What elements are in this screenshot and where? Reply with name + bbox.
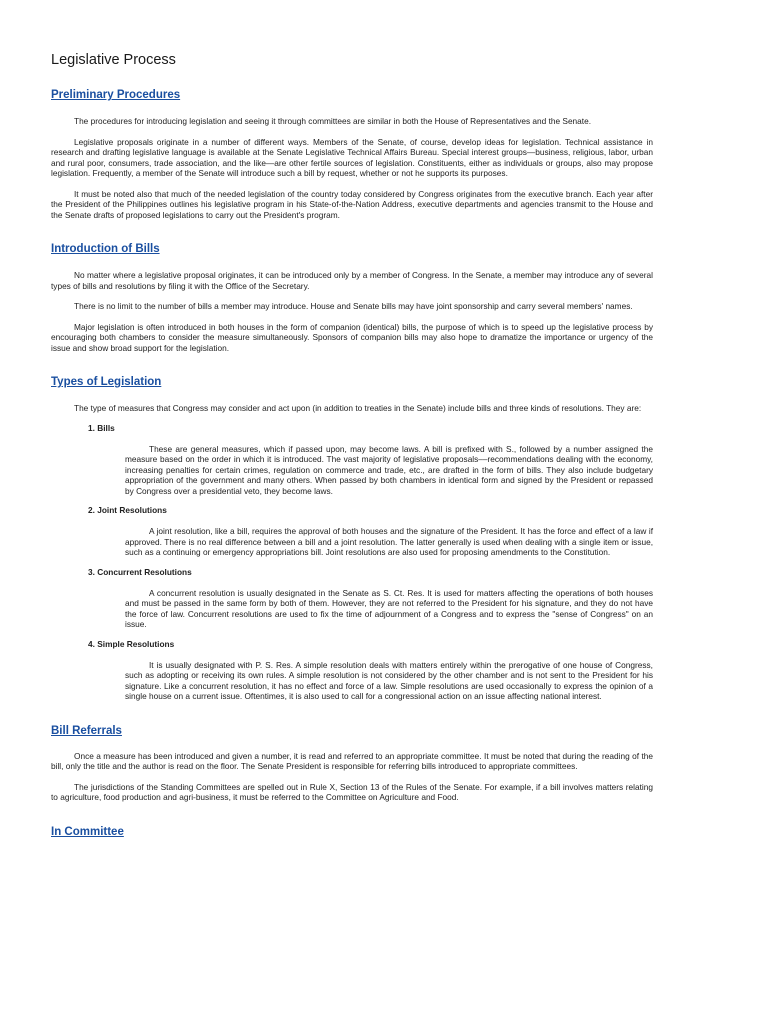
section-heading-introduction-of-bills[interactable]: Introduction of Bills xyxy=(51,243,160,255)
paragraph: Major legislation is often introduced in both houses in the form of companion (identical) bills, the purpose of which is to speed up the legislative process by encouraging both chambers to consider the measure simultaneously. Sponsors of companion bills may also hope to dramatize the importance or urgency of the issue and show broad support for the legislation. xyxy=(51,321,653,353)
paragraph: No matter where a legislative proposal originates, it can be introduced only by a member of Congress. In the Senate, a member may introduce any of several types of bills and resolutions by filing it with the Office of the Secretary. xyxy=(51,270,653,291)
section-heading-preliminary-procedures[interactable]: Preliminary Procedures xyxy=(51,89,181,101)
list-item-label-simple-resolutions: 4. Simple Resolutions xyxy=(88,638,175,649)
list-item-text-bills: These are general measures, which if passed upon, may become laws. A bill is prefixed with S., followed by a number assigned the measure based on the order in which it is introduced. The vast majority of legislative proposals––recommendations dealing with the economy, increasing penalties for certain crimes, regulation on commerce and trade, etc., are drafted in the form of bills. They also include budgetary appropriation of the government and many others. When passed by both chambers in identical form and signed by the President or repassed by Congress over a presidential veto, they become laws. xyxy=(125,443,653,496)
paragraph: Once a measure has been introduced and given a number, it is read and referred to an appropriate committee. It must be noted that during the reading of the bill, only the title and the author is read on the floor. The Senate President is responsible for referring bills introduced to appropriate committees. xyxy=(51,750,653,771)
list-item-label-joint-resolutions: 2. Joint Resolutions xyxy=(88,505,167,515)
list-item-label-concurrent-resolutions: 3. Concurrent Resolutions xyxy=(88,566,192,577)
paragraph: The type of measures that Congress may consider and act upon (in addition to treaties in the Senate) include bills and three kinds of resolutions. They are: xyxy=(74,403,642,413)
paragraph: Legislative proposals originate in a number of different ways. Members of the Senate, of course, develop ideas for legislation. Technical assistance in research and drafting legislative language is available at the Senate Legislative Technical Affairs Bureau. Special interest groups—business, religious, labor, urban and rural poor, consumers, trade association, and the like—are other fertile sources of legislation. Constituents, either as individuals or groups, also may propose legislation. Frequently, a member of the Senate will introduce such a bill by request, whether or not he supports its purposes. xyxy=(51,136,653,178)
paragraph: It must be noted also that much of the needed legislation of the country today considered by Congress originates from the executive branch. Each year after the President of the Philippines outlines his legislative program in his State-of-the-Nation Address, executive departments and agencies transmit to the House and the Senate drafts of proposed legislations to carry out the President's program. xyxy=(51,188,653,220)
section-heading-bill-referrals[interactable]: Bill Referrals xyxy=(51,724,122,737)
section-heading-types-of-legislation[interactable]: Types of Legislation xyxy=(51,376,162,388)
section-heading-in-committee[interactable]: In Committee xyxy=(51,825,124,838)
document-content xyxy=(51,52,653,839)
list-item-text-simple-resolutions: It is usually designated with P. S. Res. A simple resolution deals with matters entirely within the prerogative of one house of Congress, such as adopting or receiving its own rules. A simple resolution is not considered by the other chamber and is not sent to the President for his signature. Like a concurrent resolution, it has no effect and force of a law. Simple resolutions are used occasionally to express the opinion of a single house on a current issue. Oftentimes, it is also used to call for a congressional action on an issue affecting national interest. xyxy=(125,659,653,701)
list-item-text-joint-resolutions: A joint resolution, like a bill, requires the approval of both houses and the signature of the President. It has the force and effect of a law if approved. There is no real difference between a bill and a joint resolution. The latter generally is used when dealing with a single item or issue, such as a continuing or emergency appropriations bill. Joint resolutions are also used for proposing amendments to the Constitution. xyxy=(125,526,653,557)
list-item-text-concurrent-resolutions: A concurrent resolution is usually designated in the Senate as S. Ct. Res. It is used for matters affecting the operations of both houses and must be passed in the same form by both of them. However, they are not referred to the President for his signature, and they do not have the force of law. Concurrent resolutions are used to fix the time of adjournment of a Congress and to express the "sense of Congress" on an issue. xyxy=(125,587,653,629)
paragraph: The jurisdictions of the Standing Committees are spelled out in Rule X, Section 13 of the Rules of the Senate. For example, if a bill involves matters relating to agriculture, food production and agri-business, it must be referred to the Committee on Agriculture and Food. xyxy=(51,781,653,802)
list-item-label-bills: 1. Bills xyxy=(88,422,115,433)
page-title: Legislative Process xyxy=(51,52,176,68)
paragraph: The procedures for introducing legislation and seeing it through committees are similar in both the House of Representatives and the Senate. xyxy=(74,116,592,126)
paragraph: There is no limit to the number of bills a member may introduce. House and Senate bills may have joint sponsorship and carry several members' names. xyxy=(74,301,633,311)
